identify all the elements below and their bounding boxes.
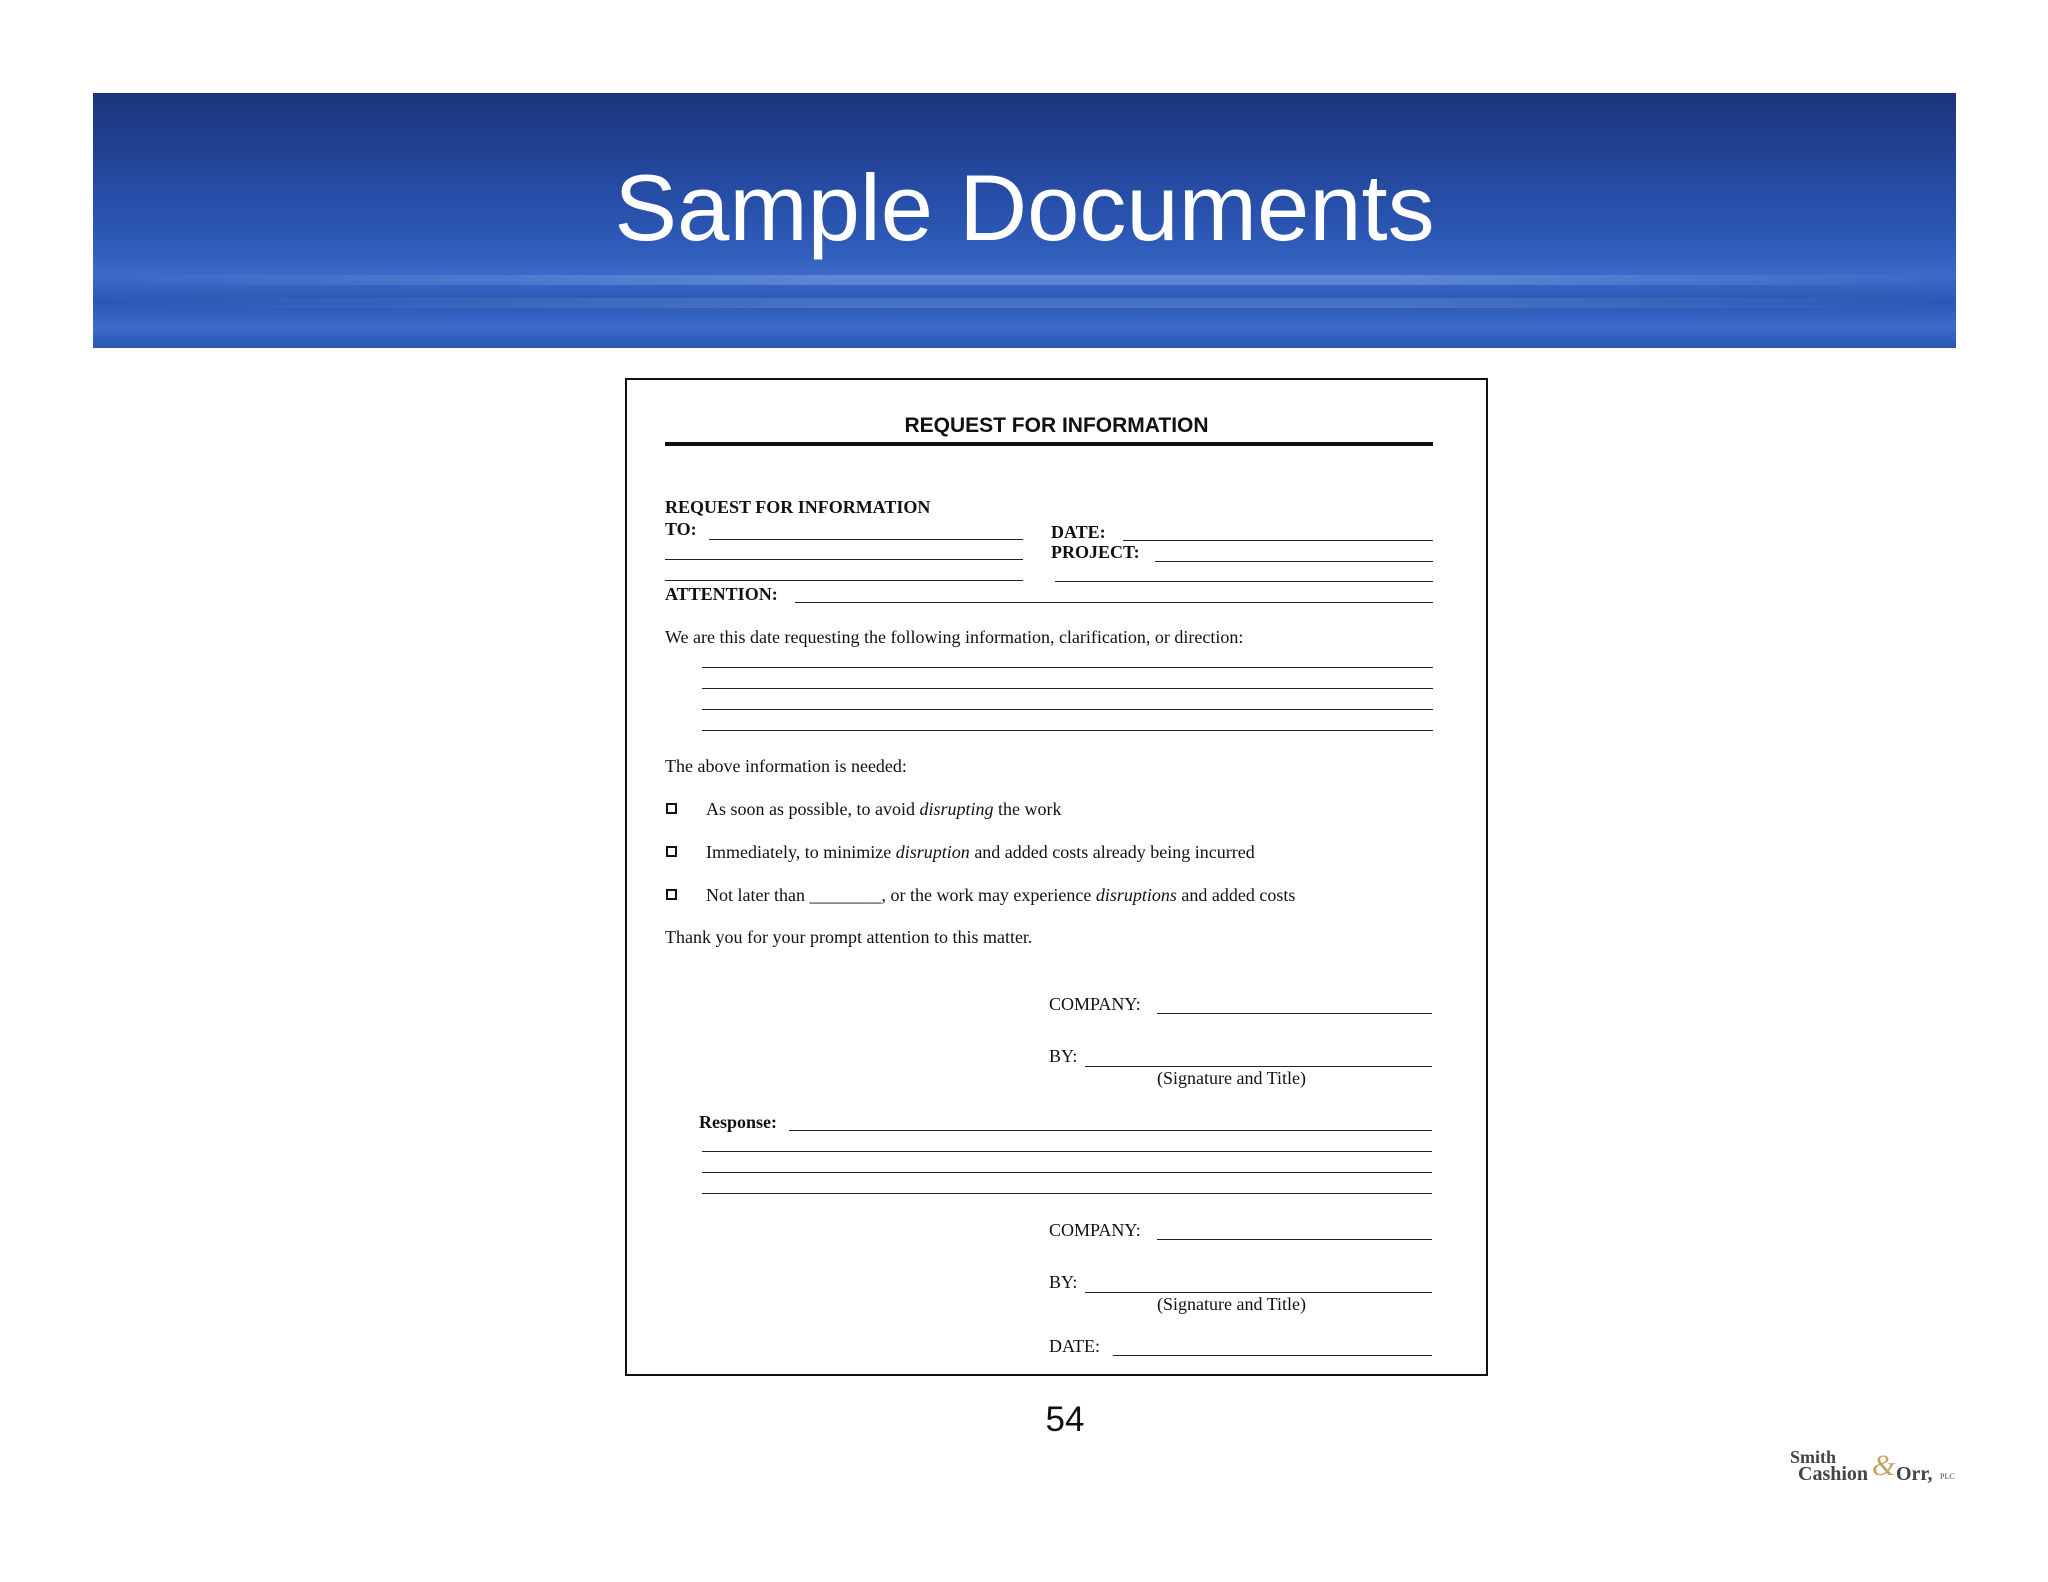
attention-line — [795, 602, 1433, 603]
signature-caption-2: (Signature and Title) — [1157, 1294, 1306, 1314]
rfi-form-document — [625, 378, 1488, 1376]
request-line — [702, 667, 1433, 668]
project-line — [1155, 561, 1433, 562]
checkbox-asap[interactable] — [666, 803, 677, 814]
checkbox-not-later-than[interactable] — [666, 889, 677, 900]
banner-streak — [93, 275, 1956, 285]
date-line — [1123, 540, 1433, 541]
date-label-2: DATE: — [1049, 1336, 1100, 1356]
option-text: the work — [993, 799, 1062, 819]
project-line-2 — [1055, 581, 1433, 582]
to-line — [709, 539, 1023, 540]
option-not-later-than — [706, 884, 1295, 906]
option-emphasis: disruptions — [1095, 885, 1177, 905]
option-text: and added costs — [1176, 885, 1296, 905]
response-line — [702, 1193, 1432, 1194]
to-line-3 — [665, 580, 1023, 581]
request-line — [702, 709, 1433, 710]
slide-title: Sample Documents — [614, 155, 1435, 260]
logo-line-1: Smith — [1790, 1447, 1837, 1467]
project-label: PROJECT: — [1051, 542, 1140, 562]
page-number: 54 — [1045, 1400, 1085, 1439]
option-text: and added costs already being incurred — [969, 842, 1255, 862]
needed-intro: The above information is needed: — [665, 756, 907, 776]
to-label: TO: — [665, 519, 697, 539]
heading-rule — [665, 442, 1433, 446]
logo-suffix: PLC — [1940, 1472, 1955, 1481]
request-intro: We are this date requesting the following information, clarification, or direction: — [665, 627, 1244, 647]
option-text: Immediately, to minimize — [706, 842, 896, 862]
option-emphasis: disruption — [895, 842, 970, 862]
company-label: COMPANY: — [1049, 994, 1141, 1014]
form-heading: REQUEST FOR INFORMATION — [904, 414, 1209, 437]
company-line-2 — [1157, 1239, 1432, 1240]
option-asap — [706, 798, 1062, 820]
logo-line-2: Cashion — [1798, 1463, 1869, 1485]
response-line — [702, 1172, 1432, 1173]
by-label: BY: — [1049, 1046, 1078, 1066]
response-line — [702, 1151, 1432, 1152]
response-line — [789, 1130, 1432, 1131]
logo-line-3: Orr, — [1896, 1463, 1933, 1485]
form-subheading: REQUEST FOR INFORMATION — [665, 497, 931, 517]
request-line — [702, 688, 1433, 689]
by-label-2: BY: — [1049, 1272, 1078, 1292]
title-banner — [93, 93, 1956, 348]
option-text: As soon as possible, to avoid — [706, 799, 920, 819]
option-text: Not later than ________, or the work may experience — [706, 885, 1096, 905]
thanks-text: Thank you for your prompt attention to this matter. — [665, 927, 1033, 947]
date-label: DATE: — [1051, 522, 1106, 542]
logo-ampersand: & — [1872, 1449, 1896, 1482]
option-immediately — [706, 841, 1255, 863]
company-line — [1157, 1013, 1432, 1014]
request-line — [702, 730, 1433, 731]
company-label-2: COMPANY: — [1049, 1220, 1141, 1240]
signature-caption: (Signature and Title) — [1157, 1068, 1306, 1088]
option-emphasis: disrupting — [919, 799, 994, 819]
to-line-2 — [665, 559, 1023, 560]
response-label: Response: — [699, 1112, 778, 1132]
date-line-2 — [1113, 1355, 1432, 1356]
banner-streak — [93, 298, 1956, 308]
checkbox-immediately[interactable] — [666, 846, 677, 857]
attention-label: ATTENTION: — [665, 584, 778, 604]
